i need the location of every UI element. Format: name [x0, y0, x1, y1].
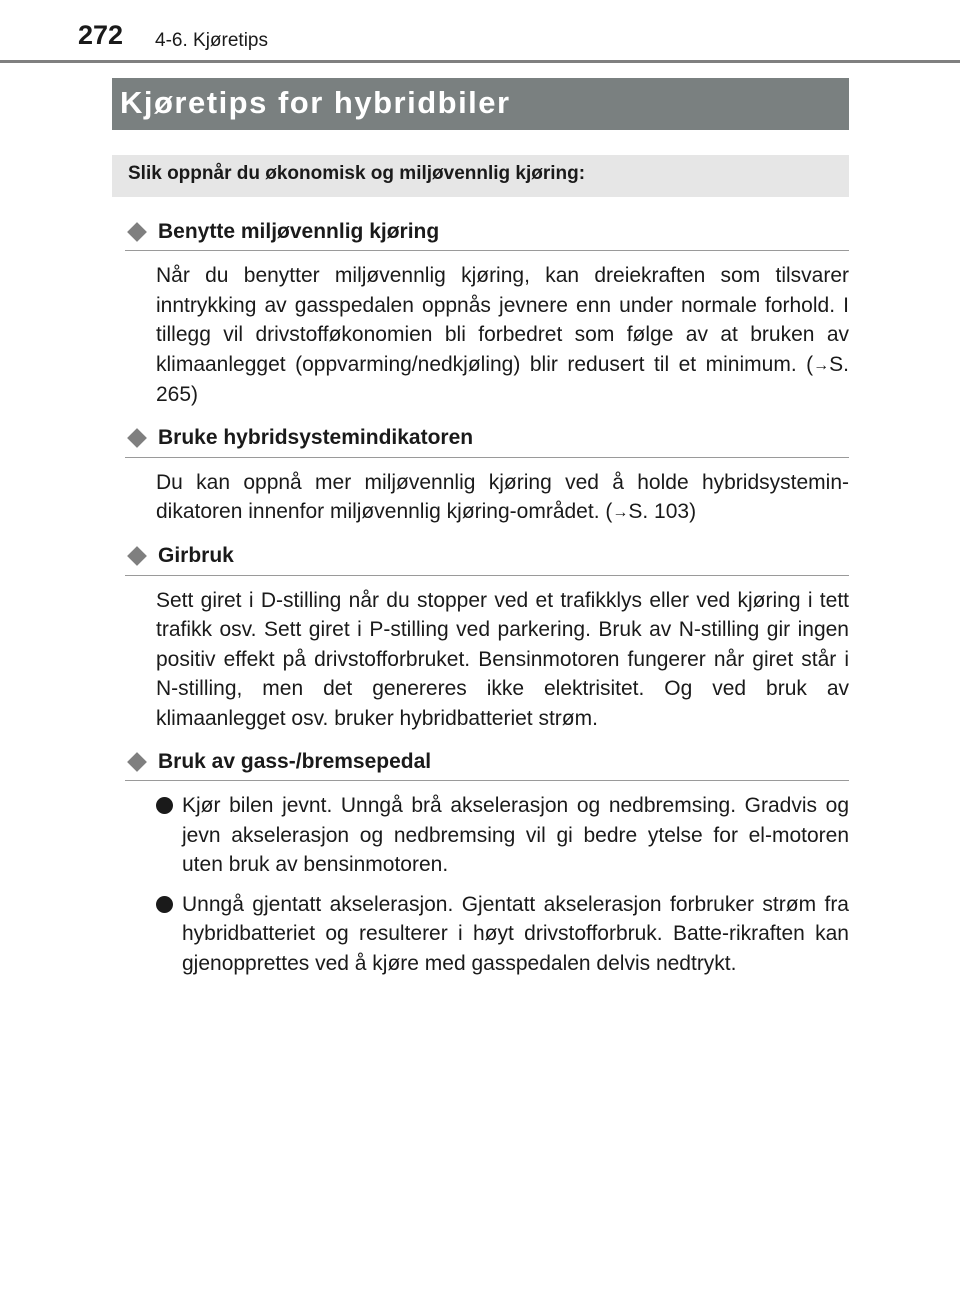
circle-bullet-icon — [156, 797, 173, 814]
paragraph-text: Når du benytter miljøvennlig kjøring, kan dreiekraften som tilsvarer inntrykking av gasspedalen oppnås jevnere enn under normale forhold. I tillegg vil drivstofføkonomien bli forbedret som følge av at bruken av klimaanlegget (oppvarming/nedkjøling) blir redusert til et minimum. ( — [156, 264, 849, 376]
section-paragraph — [156, 261, 849, 410]
section-heading — [125, 217, 849, 251]
diamond-bullet-icon — [127, 546, 147, 566]
section-heading — [125, 542, 849, 576]
diamond-bullet-icon — [127, 222, 147, 242]
section-heading-label: Benytte miljøvennlig kjøring — [158, 219, 440, 243]
list-item-text: Kjør bilen jevnt. Unngå brå akselerasjon og nedbremsing. Gradvis og jevn akselerasjon og nedbremsing vil gi bedre ytelse for el-motoren uten bruk av bensinmotoren. — [182, 794, 849, 876]
content — [125, 217, 849, 988]
section-heading-label: Bruk av gass-/bremsepedal — [158, 749, 432, 773]
title-bar — [112, 78, 849, 130]
list-item-text: Unngå gjentatt akselerasjon. Gjentatt akselerasjon forbruker strøm fra hybridbatteriet og resulterer i høyt drivstofforbruk. Batte-rikraften kan gjenopprettes ved å kjøre med gasspedalen delvis nedtrykt. — [182, 892, 849, 975]
diamond-bullet-icon — [127, 752, 147, 772]
circle-bullet-icon — [156, 896, 173, 913]
intro-text: Slik oppnår du økonomisk og miljøvennlig kjøring: — [128, 163, 586, 184]
intro-box — [112, 155, 849, 197]
paragraph-text: Du kan oppnå mer miljøvennlig kjøring ved å holde hybridsystemin-dikatoren innenfor miljøvennlig kjøring-området. ( — [156, 470, 849, 523]
section-paragraph — [156, 468, 849, 528]
diamond-bullet-icon — [127, 428, 147, 448]
arrow-right-icon: → — [612, 504, 629, 521]
page-reference-link[interactable]: S. 265) — [156, 352, 849, 406]
page-reference-link[interactable]: S. 103) — [628, 500, 697, 523]
section-heading-label: Girbruk — [158, 544, 234, 567]
list-item — [156, 791, 849, 880]
page-number: 272 — [78, 20, 124, 50]
section-heading-label: Bruke hybridsystemindikatoren — [158, 426, 474, 449]
page-title: Kjøretips for hybridbiler — [120, 85, 511, 120]
header-divider — [0, 60, 960, 63]
chapter-label: 4-6. Kjøretips — [155, 30, 268, 51]
arrow-right-icon: → — [813, 356, 830, 374]
section-heading — [125, 747, 849, 781]
list-item — [156, 890, 849, 979]
section-paragraph: Sett giret i D-stilling når du stopper ved et trafikklys eller ved kjøring i tett trafikk osv. Sett giret i P-stilling ved parkering. Bruk av N-stilling gir ingen positiv effekt på drivstofforbruket. Bensinmotoren fungerer når giret står i N-stilling, men det genereres ikke elektrisitet. Og ved bruk av klimaanlegget osv. bruker hybridbatteriet strøm. — [156, 588, 849, 730]
section-heading — [125, 424, 849, 458]
